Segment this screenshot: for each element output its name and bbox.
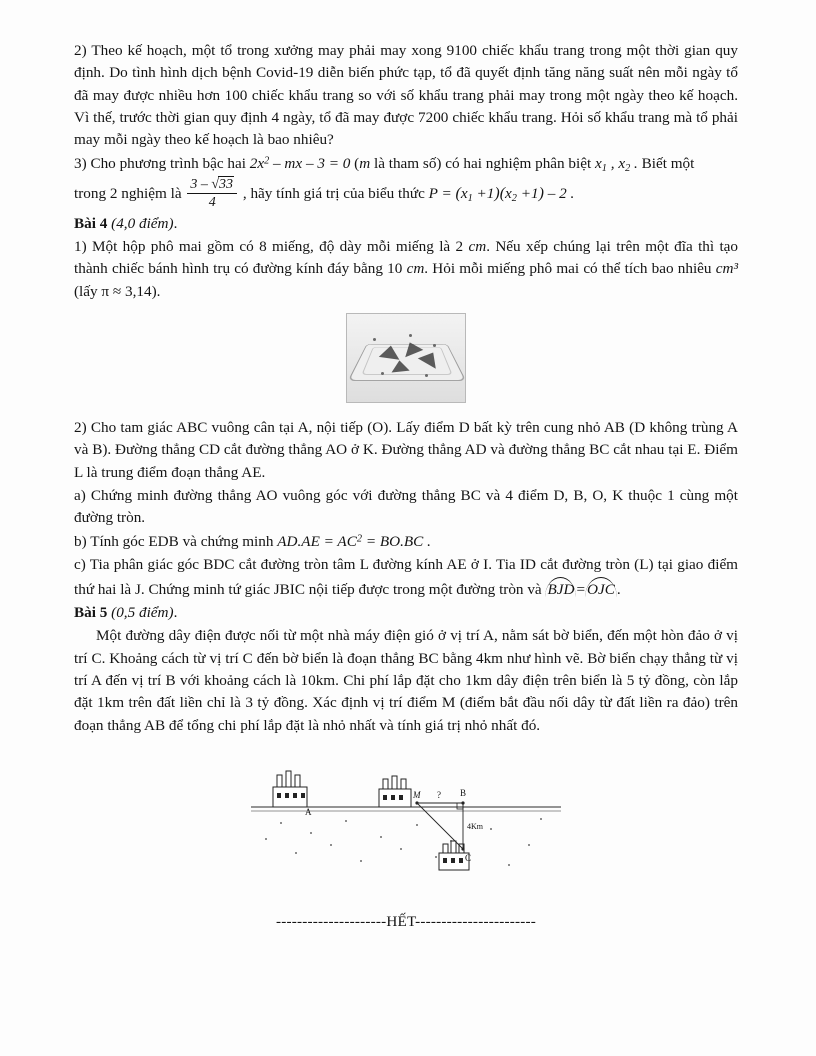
bai-4-heading-period: . [173,214,178,232]
bai-5-title: Bài 5 [74,603,108,621]
arc-equals: = [576,580,586,598]
coast-diagram-svg [241,745,571,885]
part-a-label: a) [74,487,86,505]
cheese-wedge [390,360,409,373]
bai-4-part-b [74,531,738,553]
problem-3-fraction [187,176,237,211]
bai-4-p2-text: Cho tam giác ABC vuông cân tại A, nội tiếp (O). Lấy điểm D bất kỳ trên cung nhỏ AB (D không trùng A và B). Đường thẳng CD cắt đường thẳng AO ở K. Đường thẳng AD và đường thẳng BC cắt nhau tại E. Điểm L là trung điểm đoạn thẳng AE. [74,419,738,481]
label-A: A [305,806,312,817]
problem-2-text: Theo kế hoạch, một tổ trong xưởng may phải may xong 9100 chiếc khẩu trang trong một thời gian quy định. Do tình hình dịch bệnh Covid-19 diễn biến phức tạp, tổ đã quyết định tăng năng suất nên mỗi ngày tổ đã may được nhiều hơn 100 chiếc khẩu trang so với số khẩu trang phải may trong một ngày theo kế hoạch. Vì thế, trước thời gian quy định 4 ngày, tổ đã may được 7200 chiếc khẩu trang. Hỏi số khẩu trang mà tổ phải may mỗi ngày theo kế hoạch là bao nhiêu? [74,42,738,149]
cheese-dot [373,338,376,341]
part-b-formula: $AD.AE = AC^2 = BO.BC$ . [277,532,431,550]
coast-figure [74,745,738,885]
problem-3-mid: (m là tham số) có hai nghiệm phân biệt [354,154,592,172]
part-b-label: b) [74,532,87,550]
bai-4-points: (4,0 điểm) [111,214,174,232]
bai-5-heading-period: . [173,603,178,621]
bai-5-points: (0,5 điểm) [111,603,174,621]
part-a-text: Chứng minh đường thẳng AO vuông góc với đường thẳng BC và 4 điểm D, B, O, K thuộc 1 cùng một đường tròn. [74,487,738,527]
unit-cm-2: cm [406,260,425,278]
part-c-label: c) [74,556,86,574]
problem-3-roots: $x_1$ , $x_2$ . [595,154,638,174]
arc-ojc: OJC [585,577,617,601]
bai-4-title: Bài 4 [74,214,108,232]
cheese-figure [74,313,738,403]
bai-4-problem-2 [74,417,738,484]
cheese-dot [409,334,412,337]
label-B: B [460,787,467,798]
label-C: C [465,852,472,863]
fraction-denominator: 4 [208,195,216,211]
problem-3-line2-mid: , hãy tính giá trị của biểu thức [242,184,425,202]
bai-4-part-a [74,485,738,530]
problem-3-equation: $2x^2$ – mx – 3 = 0 [249,154,351,172]
bai-4-p1-text-c: . Hỏi mỗi miếng phô mai có thể tích bao nhiêu [424,260,716,278]
problem-2-paragraph [74,40,738,152]
bai-4-p1-text-b: . Nếu xếp chúng lại trên một đĩa thì tạo thành chiếc bánh hình trụ có đường kính đáy bằng 10 [74,238,739,278]
problem-3-line-1 [74,153,738,176]
bai-5-text: Một đường dây điện được nối từ một nhà máy điện gió ở vị trí A, nằm sát bờ biển, đến một hòn đảo ở vị trí C. Khoảng cách từ vị trí C đến bờ biển là đoạn thẳng BC bằng 4km như hình vẽ. Bờ biển chạy thẳng từ vị trí A đến vị trí B với khoảng cách là 10km. Chi phí lắp đặt cho 1km dây điện trên biển là 5 tỷ đồng, còn lắp đặt 1km trên đất liền chỉ là 3 tỷ đồng. Xác định vị trí điểm M (điểm bắt đầu nối dây từ đất liền ra đảo) trên đoạn thẳng AB để tổng chi phí lắp đặt là nhỏ nhất và tính giá trị nhỏ nhất đó. [74,627,738,734]
arc-bjd: BJD [545,577,576,601]
problem-3-line2-lead: trong 2 nghiệm là [74,184,182,202]
bai-4-heading [74,213,738,235]
bai-5-heading [74,602,738,624]
problem-3-line-2 [74,177,738,212]
part-c-end: . [616,580,621,598]
bai-4-p1-label: 1) [74,238,87,256]
problem-3-lead: Cho phương trình bậc hai [90,154,246,172]
problem-3-label: 3) [74,154,87,172]
fraction-numerator: 3 – √33 [187,176,237,194]
document-content [74,40,738,934]
bai-4-p1-text-a: Một hộp phô mai gồm có 8 miếng, độ dày mỗi miếng là 2 [92,238,469,256]
bai-4-p1-text-d: (lấy π ≈ 3,14). [74,282,161,300]
label-distance: 4Km [467,821,483,831]
problem-2-label: 2) [74,42,87,59]
problem-3-expression: $P = (x_1 +1)(x_2 +1) - 2$ . [428,184,575,204]
cheese-box-photo [346,313,466,403]
bai-4-part-c [74,554,738,601]
document-footer: ---------------------HẾT----------------------- [275,912,537,930]
bai-4-problem-1 [74,236,738,303]
part-b-text: Tính góc EDB và chứng minh [90,532,274,550]
part-c-text: Tia phân giác góc BDC cắt đường tròn tâm L đường kính AE ở I. Tia ID cắt đường tròn (L) tại giao điểm thứ hai là J. Chứng minh tứ giác JBIC nội tiếp được trong một đường tròn và [74,556,738,598]
unit-cm-1: cm [468,238,487,256]
bai-4-p2-label: 2) [74,419,87,437]
coast-diagram [241,745,571,885]
label-M: M [413,789,421,800]
problem-3-tail: Biết một [641,154,695,172]
unit-cm-3: cm³ [715,260,738,278]
label-question: ? [437,789,441,800]
